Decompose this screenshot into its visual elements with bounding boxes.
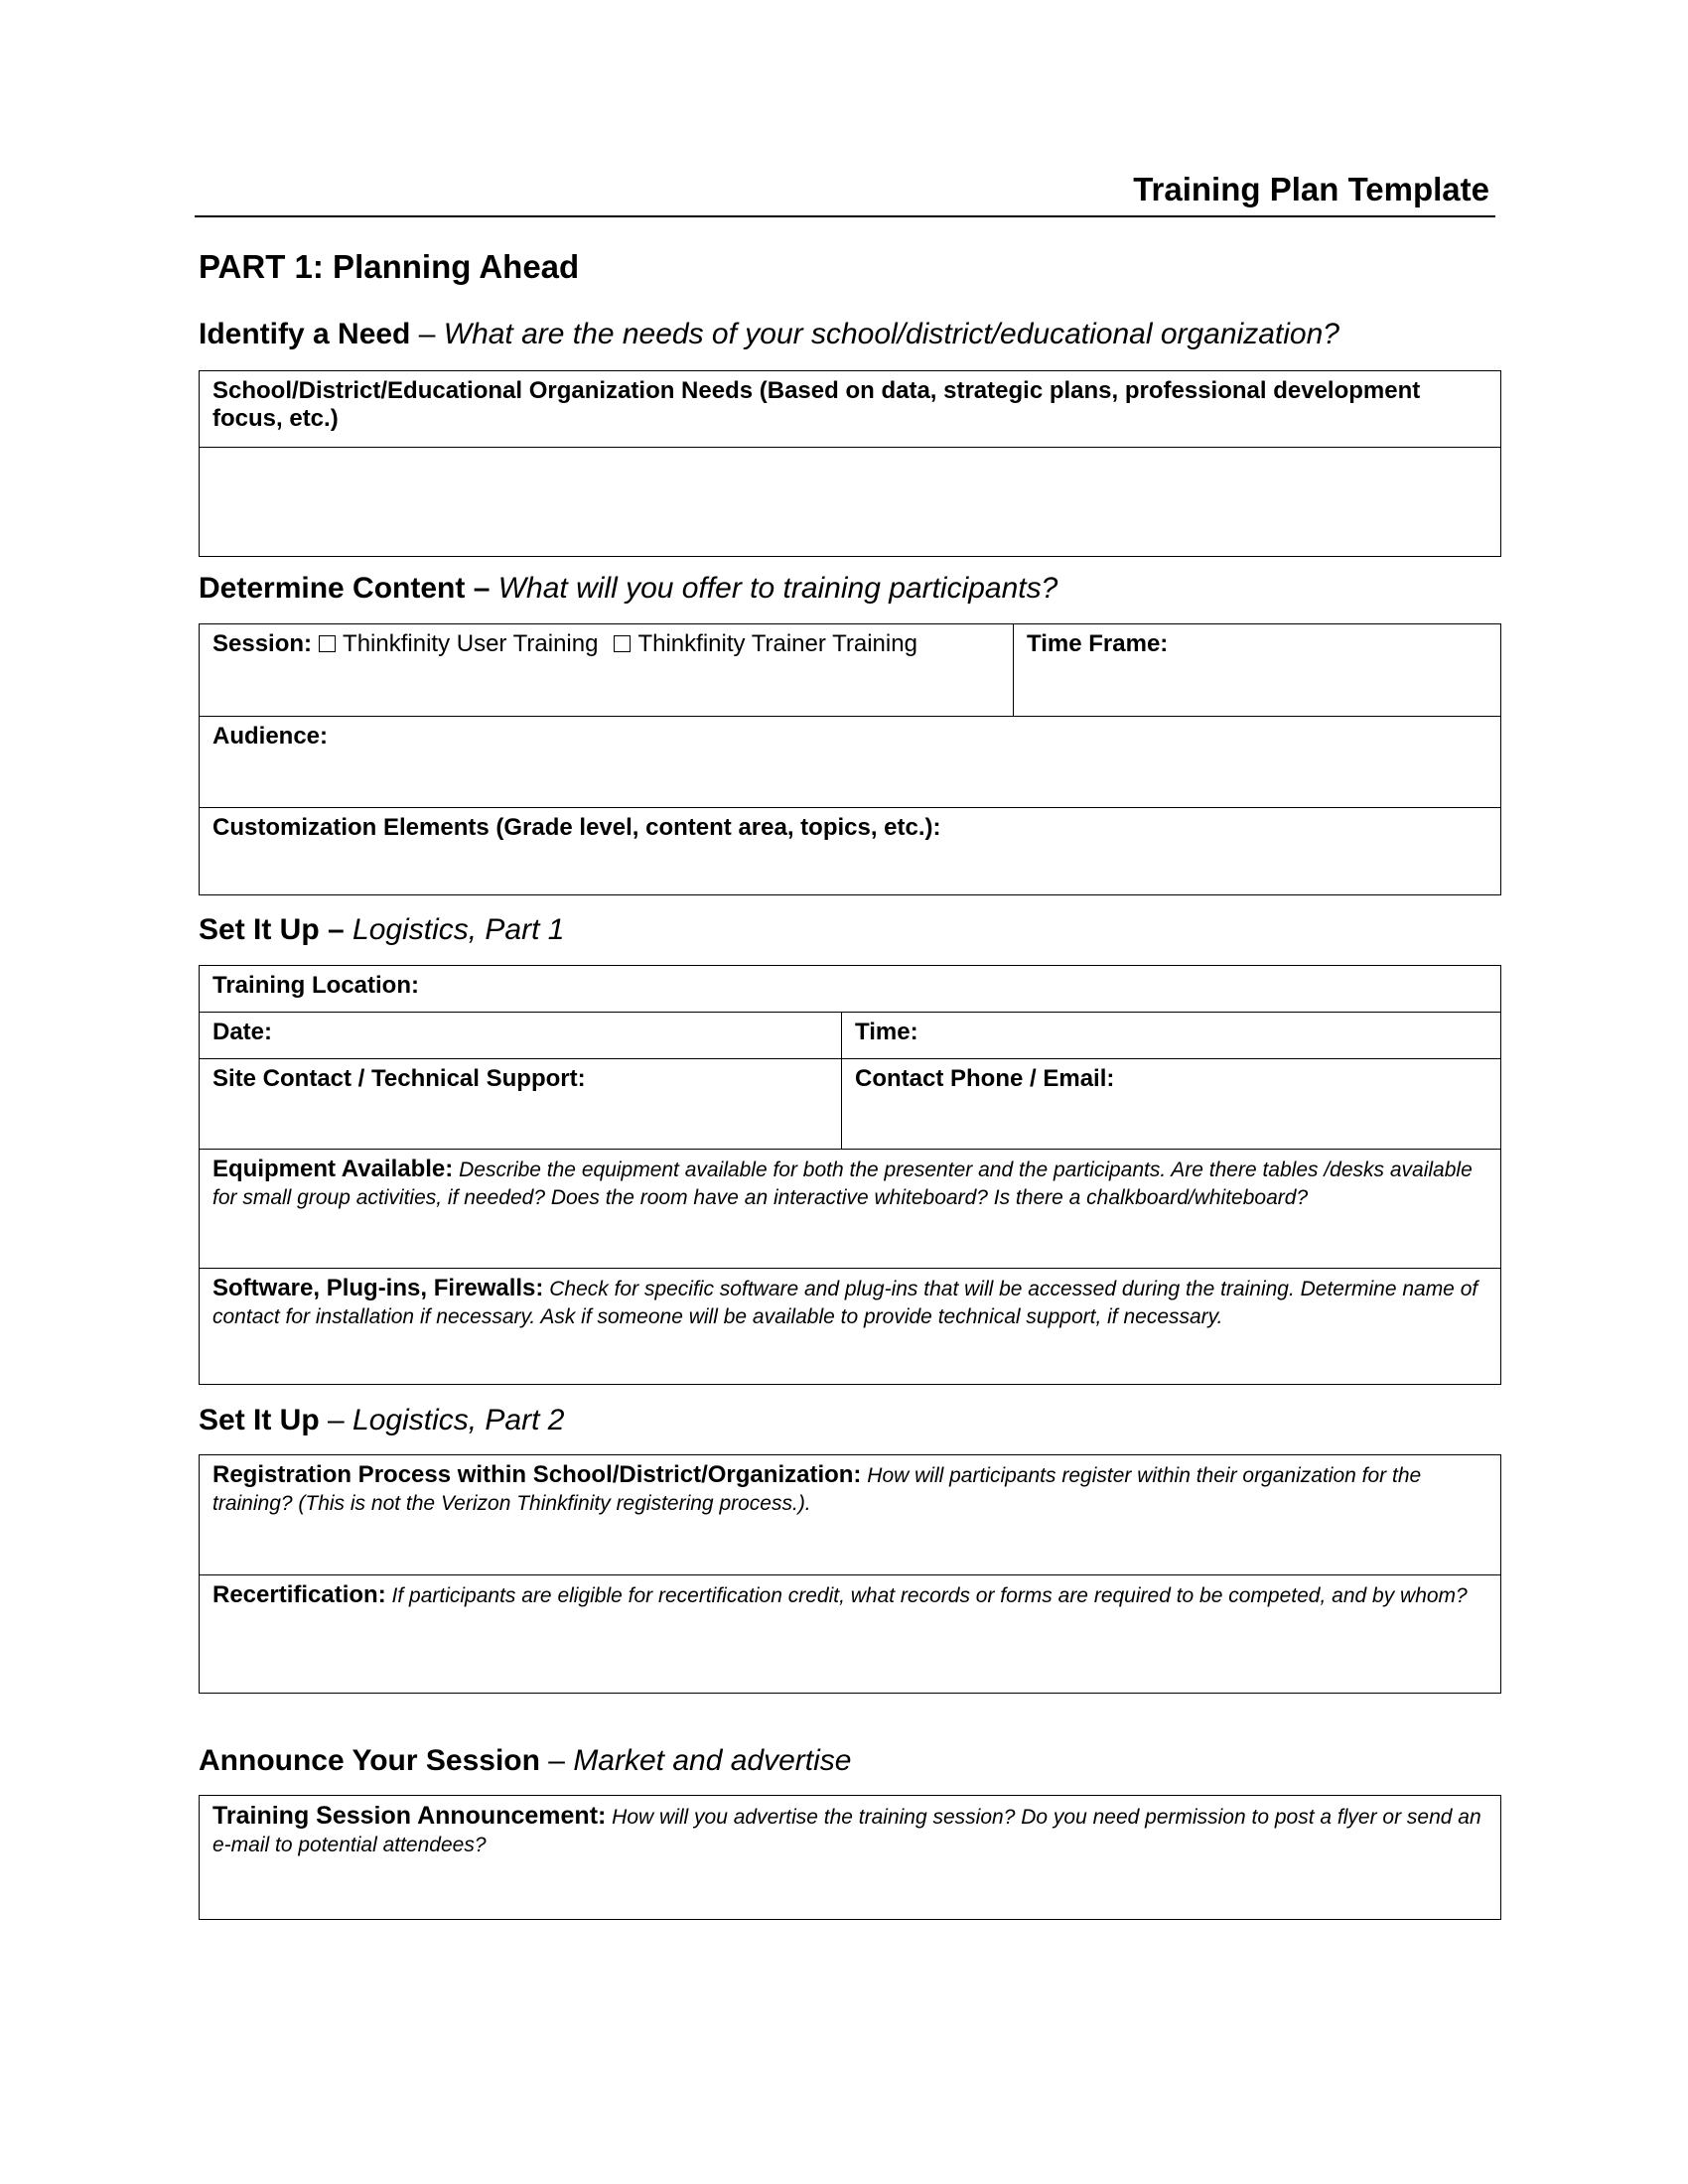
recertification-hint: If participants are eligible for recertification credit, what records or forms are required to be competed, and by whom? — [385, 1584, 1468, 1607]
option-user-training-label: Thinkfinity User Training — [343, 630, 599, 657]
section-heading: Identify a Need — [199, 318, 411, 350]
time-frame-field[interactable]: Time Frame: — [1013, 624, 1500, 716]
customization-field[interactable]: Customization Elements (Grade level, content area, topics, etc.): — [212, 814, 941, 841]
registration-hint: How will participants register within their organization for the training? (This is not the Verizon Thinkfinity registering process.). — [212, 1464, 1422, 1515]
equipment-label: Equipment Available: — [212, 1156, 454, 1182]
heading-dash: – — [410, 318, 444, 350]
section-identify-need-heading — [199, 318, 1339, 351]
needs-header-row — [200, 371, 1500, 447]
needs-input-row[interactable] — [200, 447, 1500, 555]
site-contact-field[interactable]: Site Contact / Technical Support: — [212, 1065, 586, 1092]
needs-table — [199, 370, 1501, 557]
registration-label: Registration Process within School/District/Organization: — [212, 1461, 862, 1488]
heading-dash: – — [539, 1744, 574, 1777]
customization-row — [200, 807, 1500, 893]
announcement-row — [200, 1796, 1500, 1918]
equipment-field[interactable] — [200, 1150, 1500, 1268]
part-title: PART 1: Planning Ahead — [199, 248, 580, 285]
section-heading: Announce Your Session — [199, 1744, 540, 1777]
session-cell — [200, 624, 1013, 716]
contact-phone-email-field[interactable]: Contact Phone / Email: — [841, 1059, 1500, 1149]
checkbox-trainer-training[interactable] — [614, 635, 631, 652]
section-subheading: What are the needs of your school/district/educational organization? — [443, 318, 1339, 350]
option-trainer-training-label: Thinkfinity Trainer Training — [637, 630, 917, 657]
session-label: Session: — [212, 630, 313, 657]
section-subheading: What will you offer to training participants? — [490, 572, 1058, 605]
registration-row — [200, 1455, 1500, 1574]
date-field[interactable]: Date: — [212, 1019, 273, 1045]
checkbox-user-training[interactable] — [319, 635, 336, 652]
date-time-row — [200, 1012, 1500, 1058]
time-field[interactable]: Time: — [841, 1013, 1500, 1058]
recertification-row — [200, 1574, 1500, 1692]
needs-field[interactable] — [200, 448, 1500, 555]
section-determine-content-heading — [199, 572, 1057, 606]
section-subheading: Logistics, Part 2 — [352, 1404, 565, 1436]
audience-row — [200, 716, 1500, 807]
section-subheading: Logistics, Part 1 — [344, 913, 565, 946]
section-heading: Set It Up — [199, 1404, 320, 1436]
software-hint: Check for specific software and plug-ins that will be accessed during the training. Determine name of contact for installation if necessary. Ask if someone will be available to provide technical support, if necessary. — [212, 1278, 1478, 1328]
heading-dash: – — [319, 1404, 353, 1436]
section-setup-part1-heading — [199, 913, 564, 947]
software-label: Software, Plug-ins, Firewalls: — [212, 1275, 544, 1301]
recertification-field[interactable] — [200, 1575, 1500, 1692]
training-location-field[interactable]: Training Location: — [212, 972, 419, 999]
software-field[interactable] — [200, 1269, 1500, 1383]
logistics-part2-table — [199, 1454, 1501, 1694]
document-title: Training Plan Template — [1133, 171, 1489, 207]
session-row — [200, 624, 1500, 716]
section-announce-heading — [199, 1744, 851, 1778]
announcement-label: Training Session Announcement: — [212, 1802, 607, 1830]
equipment-hint: Describe the equipment available for both the presenter and the participants. Are there tables /desks available for small group activities, if needed? Does the room have an interactive whiteboard? Is there a chalkboard/whiteboard? — [212, 1159, 1473, 1209]
location-row — [200, 966, 1500, 1012]
content-table — [199, 623, 1501, 895]
announcement-table — [199, 1795, 1501, 1920]
equipment-row — [200, 1149, 1500, 1268]
audience-field[interactable]: Audience: — [212, 723, 329, 750]
section-subheading: Market and advertise — [573, 1744, 852, 1777]
section-setup-part2-heading — [199, 1404, 564, 1437]
logistics-part1-table — [199, 965, 1501, 1385]
contact-row — [200, 1058, 1500, 1149]
header-rule — [195, 215, 1495, 217]
section-heading: Set It Up – — [199, 913, 345, 946]
software-row — [200, 1268, 1500, 1383]
announcement-hint: How will you advertise the training session? Do you need permission to post a flyer or send an e-mail to potential attendees? — [212, 1806, 1481, 1856]
announcement-field[interactable] — [200, 1796, 1500, 1918]
needs-label: School/District/Educational Organization Needs (Based on data, strategic plans, professional development focus, etc.) — [212, 377, 1421, 432]
section-heading: Determine Content – — [199, 572, 491, 605]
registration-field[interactable] — [200, 1455, 1500, 1574]
recertification-label: Recertification: — [212, 1581, 386, 1608]
